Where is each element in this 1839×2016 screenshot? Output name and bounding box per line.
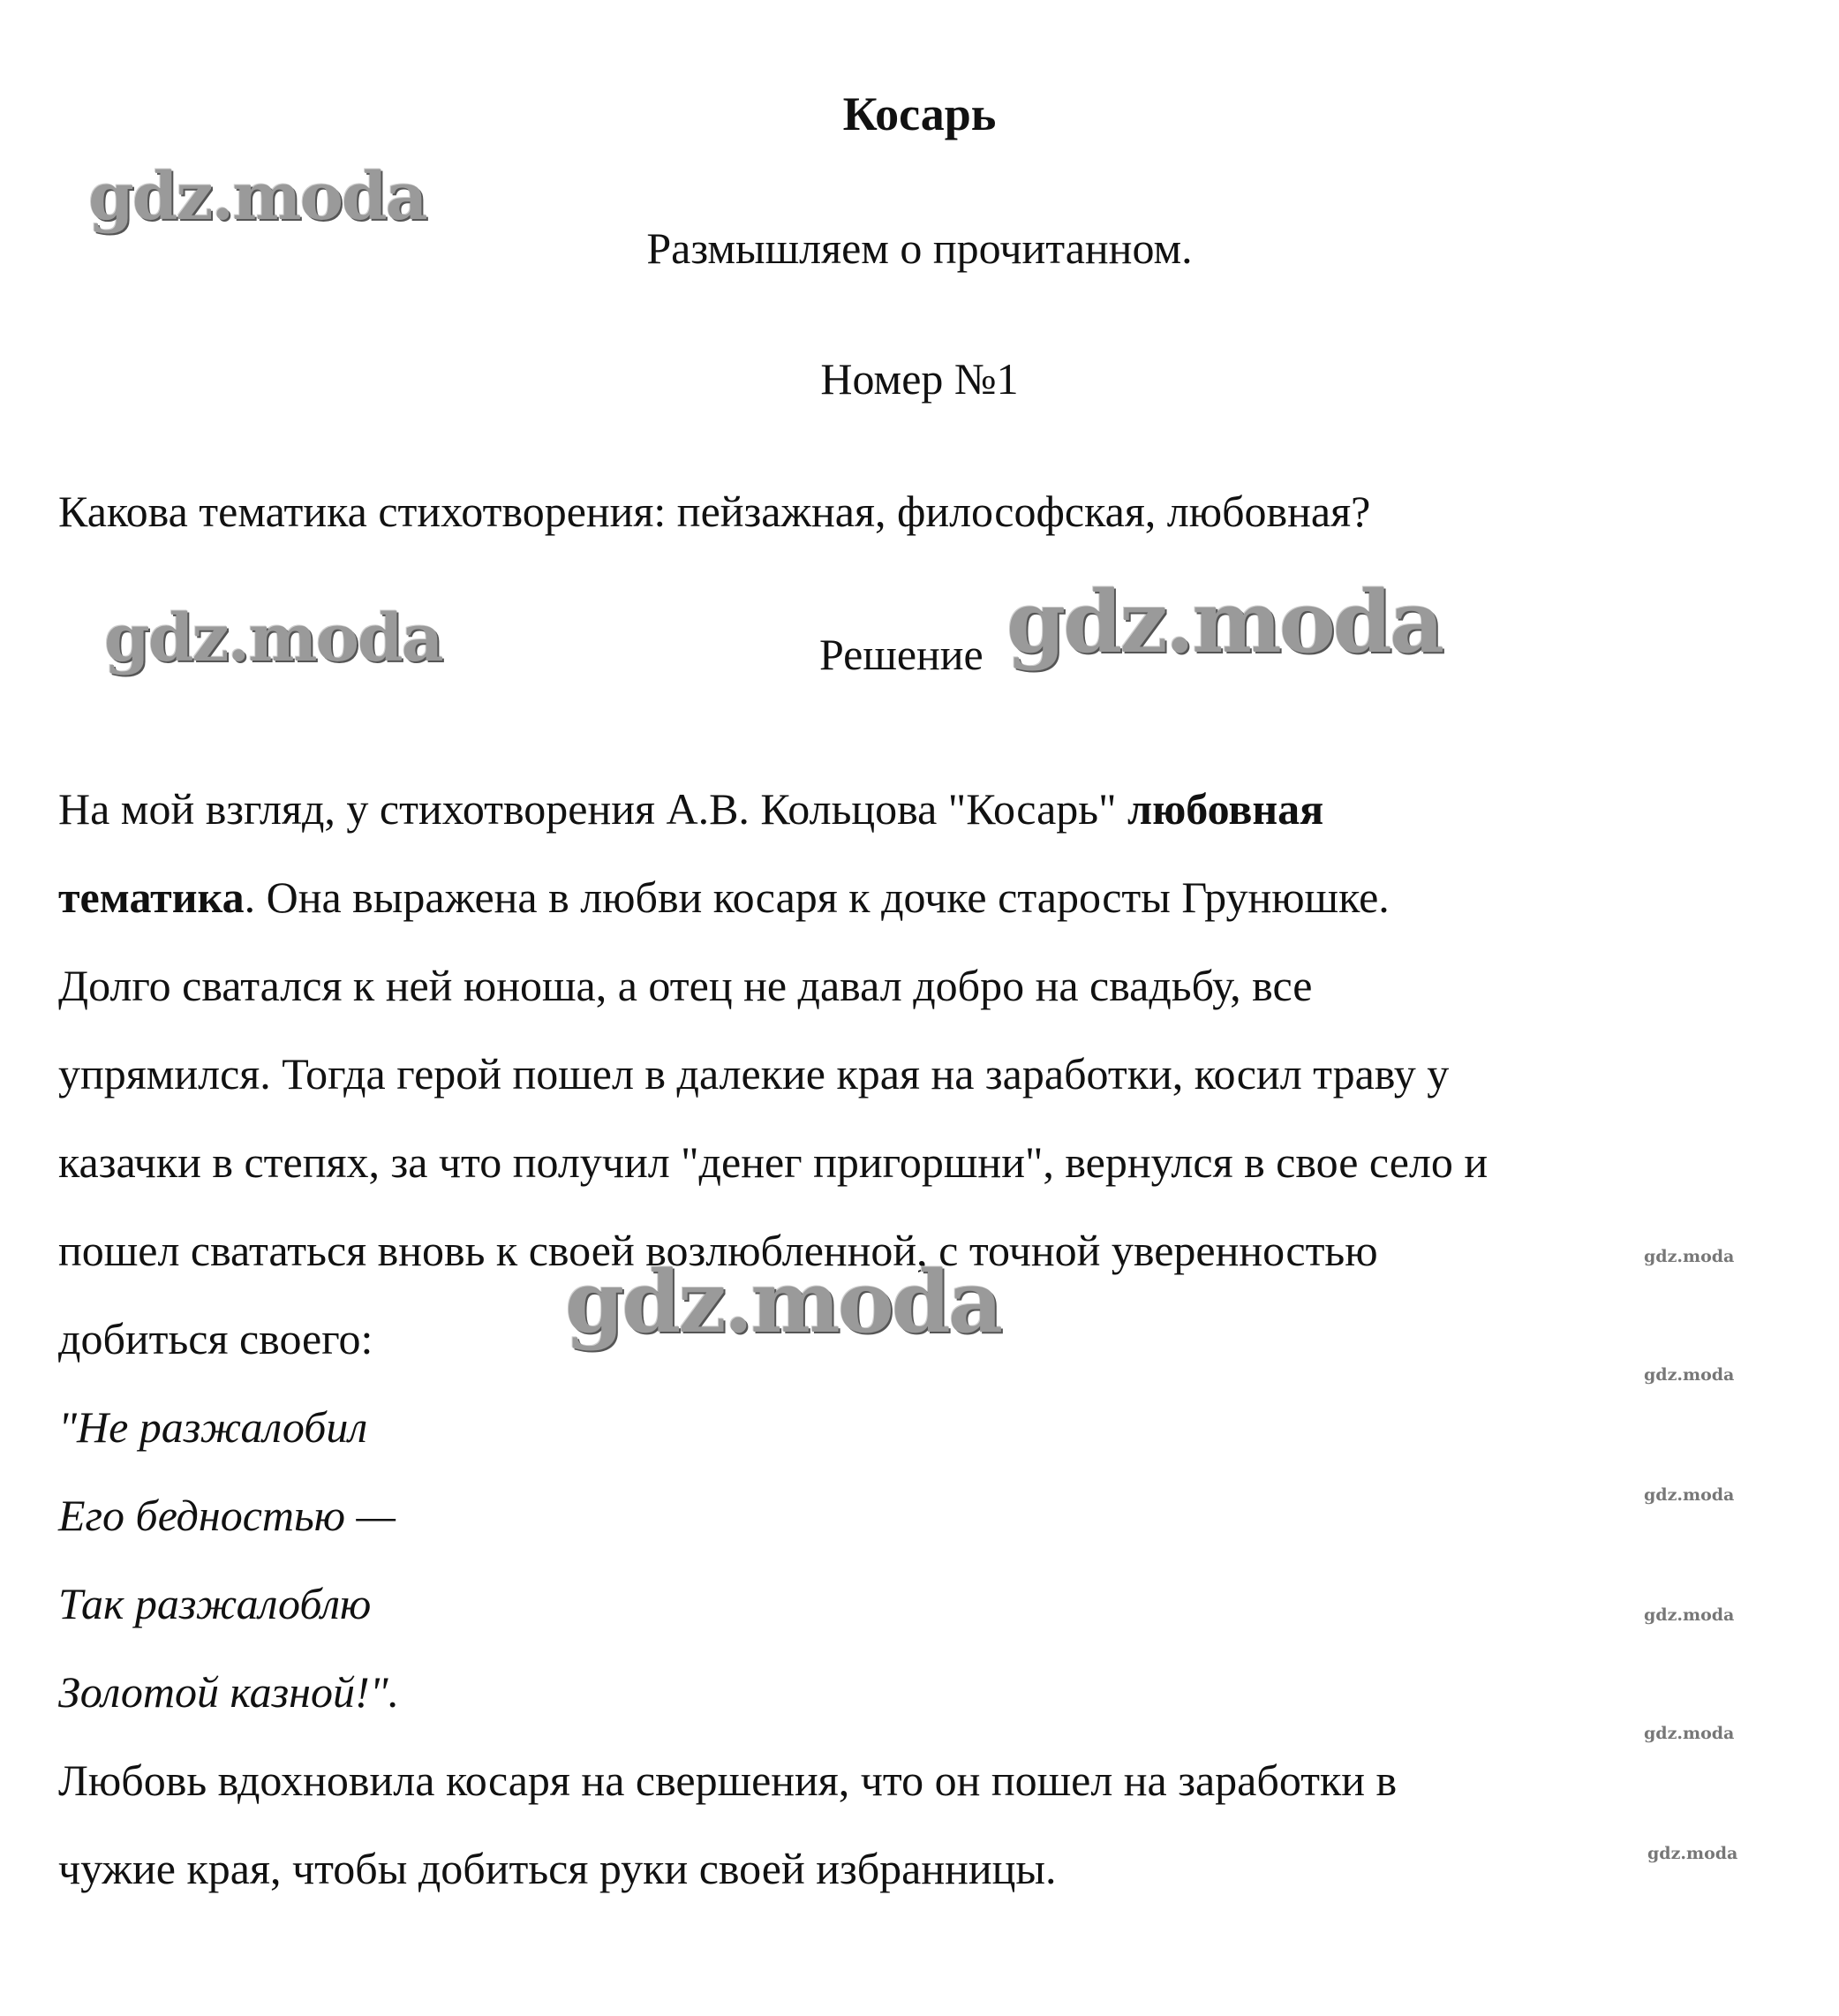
answer-line: упрямился. Тогда герой пошел в далекие края на заработки, косил траву у: [58, 1049, 1450, 1099]
conclusion-line: Любовь вдохновила косаря на свершения, что он пошел на заработки в: [58, 1756, 1398, 1805]
quote-line: Золотой казной!".: [58, 1667, 400, 1717]
solution-label: Решение: [819, 630, 984, 679]
page-title: Косарь: [842, 87, 997, 140]
answer-line: Долго сватался к ней юноша, а отец не давал добро на свадьбу, все: [58, 961, 1313, 1010]
quote-line: Так разжалоблю: [58, 1579, 372, 1628]
watermark: gdz.moda: [1644, 1365, 1735, 1385]
quote-line: Его бедностью —: [58, 1491, 396, 1540]
section-subtitle: Размышляем о прочитанном.: [646, 223, 1193, 273]
watermark: gdz.moda: [88, 159, 426, 235]
watermark: gdz.moda: [1644, 1724, 1735, 1743]
answer-line: На мой взгляд, у стихотворения А.В. Кольцова "Косарь" любовная: [58, 784, 1324, 834]
answer-line: тематика. Она выражена в любви косаря к дочке старосты Грунюшке.: [58, 872, 1390, 922]
conclusion-line: чужие края, чтобы добиться руки своей избранницы.: [58, 1844, 1057, 1893]
watermark: gdz.moda: [1644, 1247, 1735, 1266]
watermark: gdz.moda: [1647, 1844, 1738, 1863]
answer-line: казачки в степях, за что получил "денег пригоршни", вернулся в свое село и: [58, 1137, 1489, 1187]
watermark: gdz.moda: [1644, 1605, 1735, 1625]
emphasis-bold: любовная: [1127, 784, 1324, 834]
exercise-number: Номер №1: [820, 354, 1019, 404]
answer-line: пошел свататься вновь к своей возлюбленной, с точной уверенностью: [58, 1226, 1378, 1275]
quote-line: "Не разжалобил: [58, 1402, 368, 1452]
question-text: Какова тематика стихотворения: пейзажная, философская, любовная?: [58, 487, 1371, 536]
emphasis-bold: тематика: [58, 872, 245, 922]
watermark: gdz.moda: [565, 1252, 1001, 1352]
answer-line: добиться своего:: [58, 1314, 373, 1363]
watermark: gdz.moda: [1644, 1485, 1735, 1505]
watermark: gdz.moda: [1006, 572, 1443, 672]
watermark: gdz.moda: [104, 600, 442, 676]
